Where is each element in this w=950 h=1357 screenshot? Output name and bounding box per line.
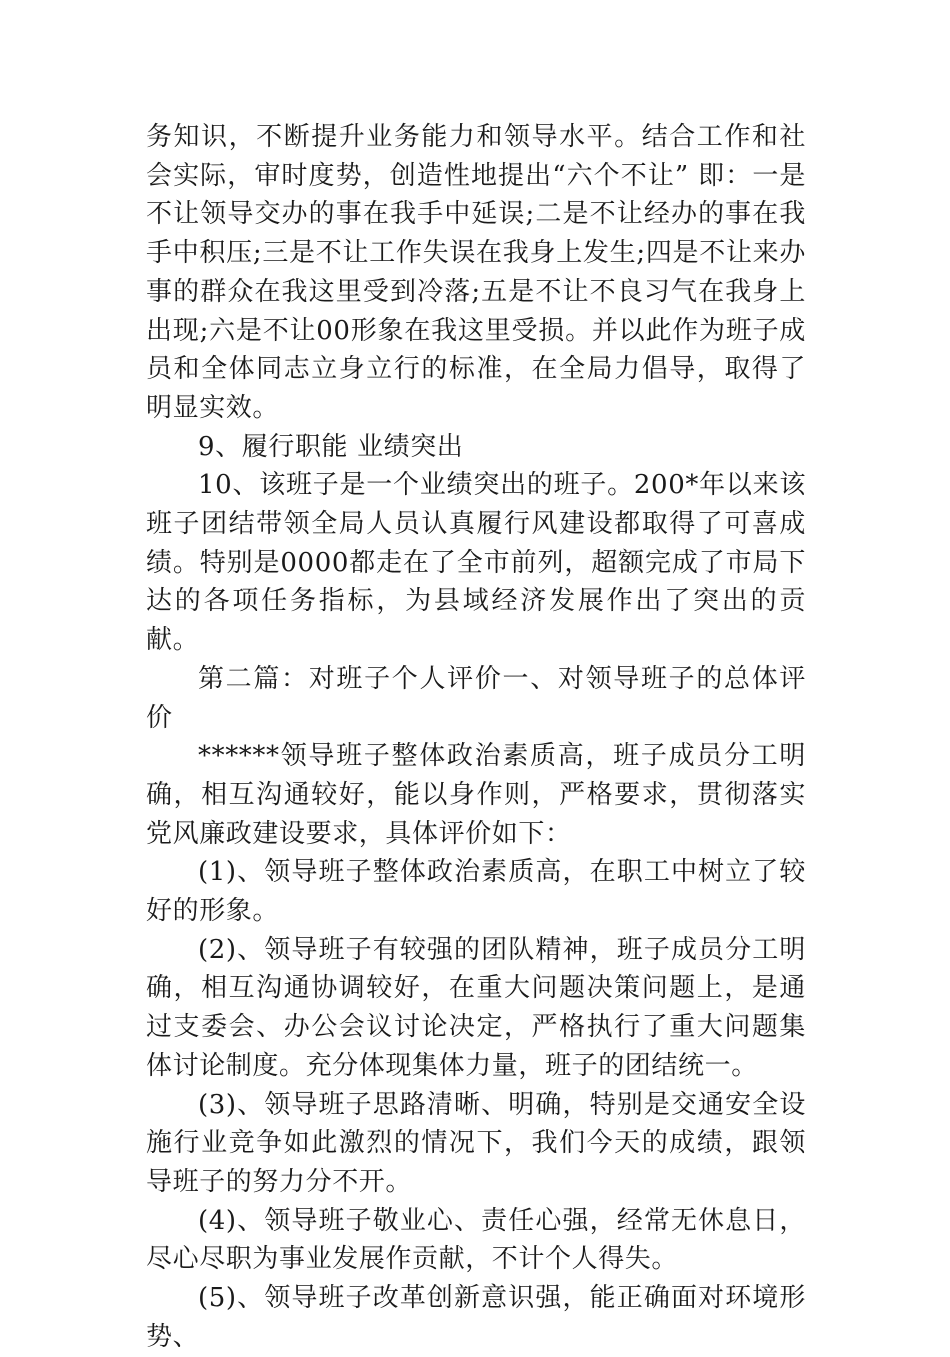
paragraph-continuation: 务知识，不断提升业务能力和领导水平。结合工作和社会实际，审时度势，创造性地提出“六个不让” 即：一是不让领导交办的事在我手中延误;二是不让经办的事在我手中积压;三是不让工作失误在我身上发生;四是不让来办事的群众在我这里受到冷落;五是不让不良习气在我身上出现;六是不让00形象在我这里受损。并以此作为班子成员和全体同志立身立行的标准，在全局力倡导，取得了明显实效。: [146, 122, 806, 423]
paragraph-point-3: (3)、领导班子思路清晰、明确，特别是交通安全设施行业竞争如此激烈的情况下，我们今天的成绩，跟领导班子的努力分不开。: [146, 1089, 806, 1197]
paragraph-point-1: (1)、领导班子整体政治素质高，在职工中树立了较好的形象。: [146, 857, 806, 927]
paragraph-point-4: (4)、领导班子敬业心、责任心强，经常无休息日，尽心尽职为事业发展作贡献，不计个人得失。: [146, 1205, 806, 1275]
paragraph-point-2: (2)、领导班子有较强的团队精神，班子成员分工明确，相互沟通协调较好，在重大问题决策问题上，是通过支委会、办公会议讨论决定，严格执行了重大问题集体讨论制度。充分体现集体力量，班子的团结统一。: [146, 934, 806, 1081]
document-body: [146, 118, 806, 1357]
paragraph-heading-9: 9、履行职能 业绩突出: [198, 431, 464, 462]
paragraph-section-title: 第二篇：对班子个人评价一、对领导班子的总体评价: [146, 663, 806, 733]
paragraph-item-10: 10、该班子是一个业绩突出的班子。200*年以来该班子团结带领全局人员认真履行风建设都取得了可喜成绩。特别是0000都走在了全市前列，超额完成了市局下达的各项任务指标，为县域经济发展作出了突出的贡献。: [146, 470, 806, 656]
paragraph-overview: ******领导班子整体政治素质高，班子成员分工明确，相互沟通较好，能以身作则，严格要求，贯彻落实党风廉政建设要求，具体评价如下：: [146, 741, 806, 849]
paragraph-point-5: (5)、领导班子改革创新意识强，能正确面对环境形势、: [146, 1283, 806, 1352]
